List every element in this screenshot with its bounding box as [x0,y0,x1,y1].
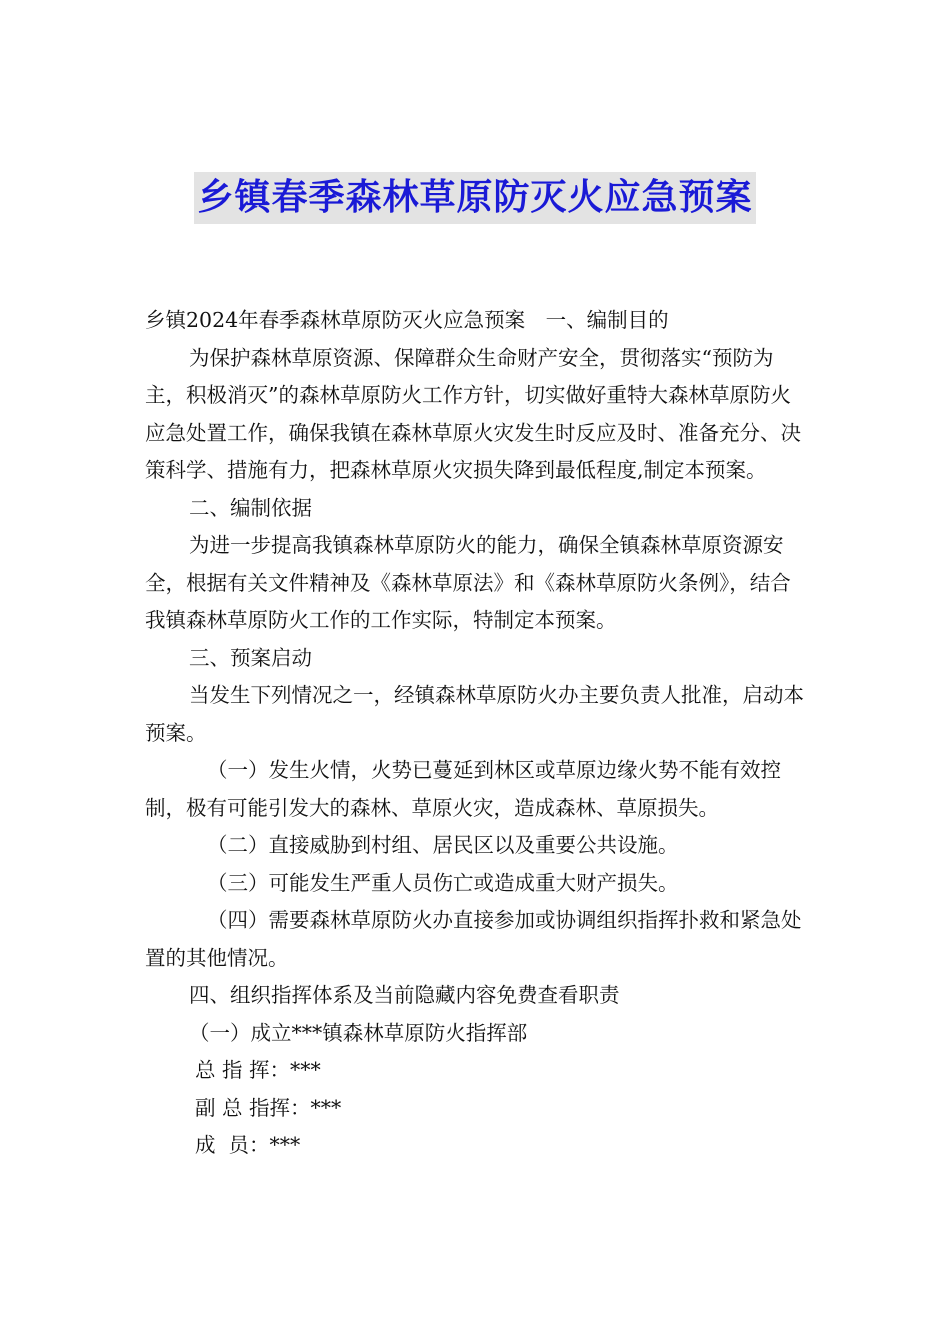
sub-heading-command: （一）成立***镇森林草原防火指挥部 [189,1020,528,1045]
condition-item-4: （四）需要森林草原防火办直接参加或协调组织指挥扑救和紧急处置的其他情况。 [145,908,802,970]
role-members: 成 员：*** [195,1133,301,1157]
title-container [0,172,950,224]
document-body [145,302,810,1165]
heading-basis: 二、编制依据 [189,495,312,520]
role-deputy-commander: 副 总 指挥：*** [195,1095,342,1120]
paragraph-basis: 为进一步提高我镇森林草原防火的能力，确保全镇森林草原资源安全，根据有关文件精神及《森林草原法》和《森林草原防火条例》，结合我镇森林草原防火工作的工作实际，特制定本预案。 [145,533,791,632]
intro-line: 乡镇2024年春季森林草原防灭火应急预案 一、编制目的 [145,308,669,332]
paragraph-purpose: 为保护森林草原资源、保障群众生命财产安全，贯彻落实“预防为主，积极消灭”的森林草原防火工作方针，切实做好重特大森林草原防火应急处置工作，确保我镇在森林草原火灾发生时反应及时、准备充分、决策科学、措施有力，把森林草原火灾损失降到最低程度,制定本预案。 [145,345,801,482]
heading-activation: 三、预案启动 [189,645,312,670]
paragraph-activation: 当发生下列情况之一，经镇森林草原防火办主要负责人批准，启动本预案。 [145,683,804,745]
role-commander: 总 指 挥：*** [195,1058,321,1082]
condition-item-1: （一）发生火情，火势已蔓延到林区或草原边缘火势不能有效控制，极有可能引发大的森林、草原火灾，造成森林、草原损失。 [145,758,781,820]
condition-item-2: （二）直接威胁到村组、居民区以及重要公共设施。 [207,833,679,857]
heading-organization: 四、组织指挥体系及当前隐藏内容免费查看职责 [189,983,620,1007]
condition-item-3: （三）可能发生严重人员伤亡或造成重大财产损失。 [207,870,679,895]
document-title: 乡镇春季森林草原防灭火应急预案 [194,172,755,224]
